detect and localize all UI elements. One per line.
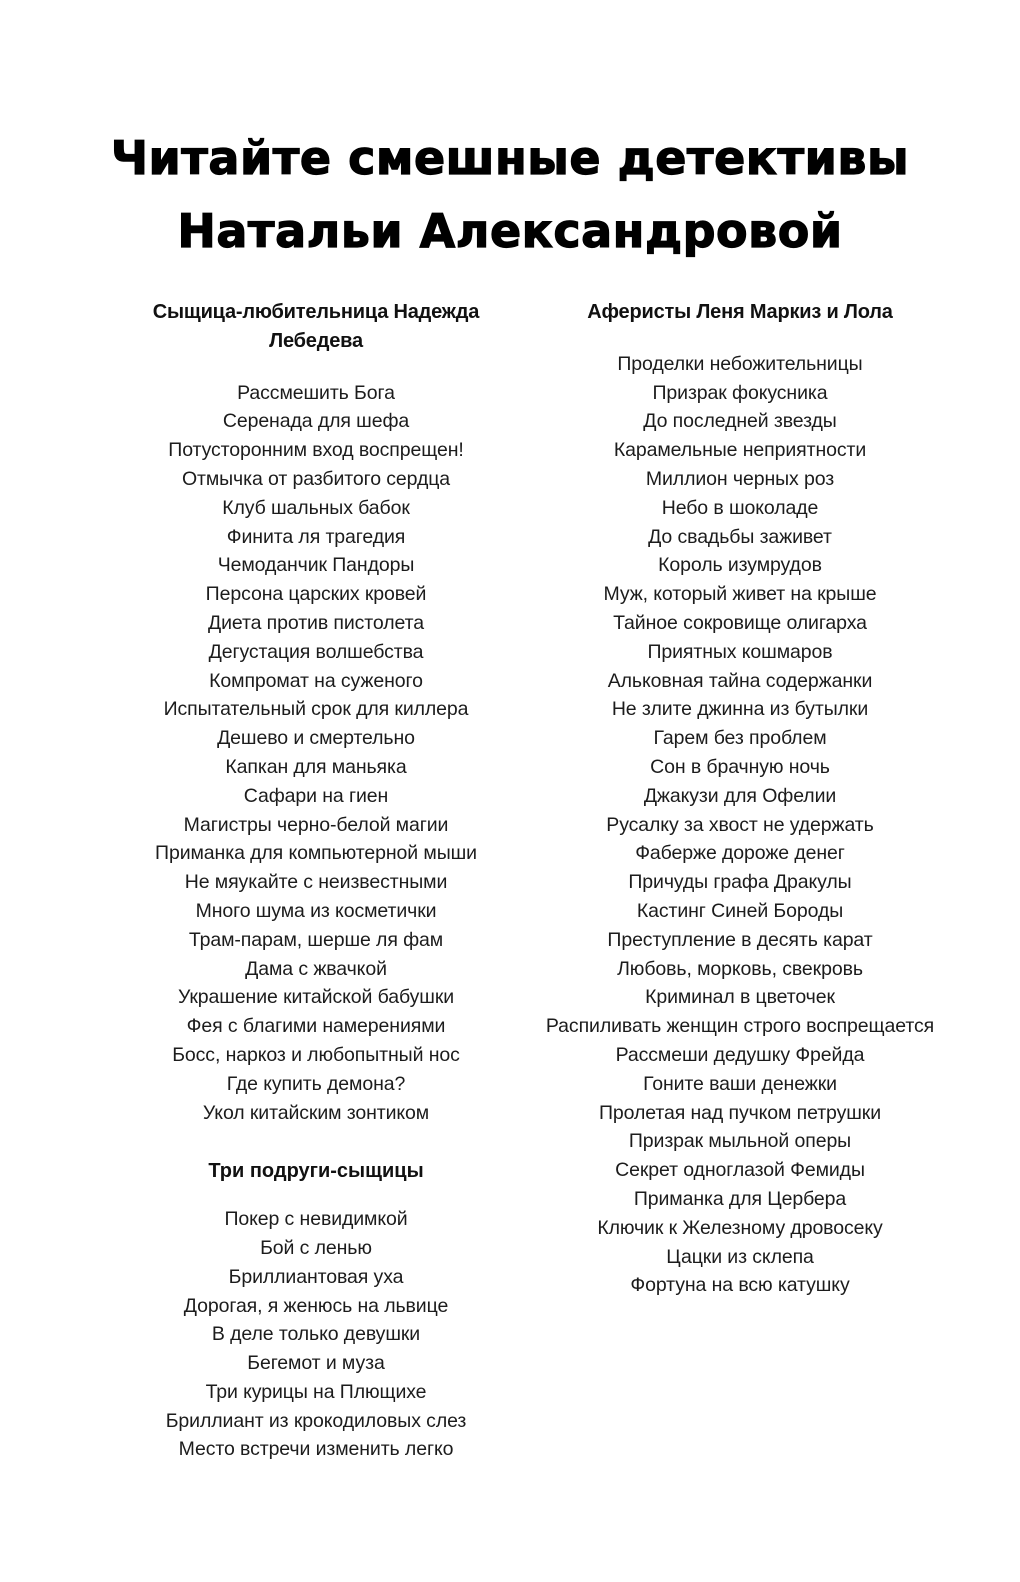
book-title: Рассмешить Бога [237, 381, 395, 404]
book-title: Тайное сокровище олигарха [613, 611, 867, 634]
book-title: Не мяукайте с неизвестными [184, 871, 448, 894]
book-title: Серенада для шефа [222, 410, 410, 433]
book-title: Трам-парам, шерше ля фам [188, 928, 444, 951]
book-title: Пролетая над пучком петрушки [598, 1101, 882, 1124]
book-title: Русалку за хвост не удержать [606, 813, 874, 836]
column-right [528, 298, 952, 1464]
book-title: Гоните ваши денежки [643, 1072, 837, 1095]
book-title: Не злите джинна из бутылки [611, 698, 869, 721]
series-columns [0, 298, 1020, 1464]
series-header-nadezhda-lebedeva: Сыщица-любительница Надежда Лебедева [152, 301, 480, 352]
book-title: Альковная тайна содержанки [607, 669, 873, 692]
book-list-tri-podrugi [104, 1205, 528, 1464]
book-title: Дама с жвачкой [245, 957, 387, 980]
book-title: Приманка для компьютерной мыши [155, 842, 477, 865]
book-title: Преступление в десять карат [607, 928, 873, 951]
book-title: Отмычка от разбитого сердца [181, 467, 451, 490]
book-title: Сафари на гиен [243, 784, 389, 807]
book-title: Призрак мыльной оперы [628, 1130, 852, 1153]
column-left [104, 298, 528, 1464]
book-title: Цацки из склепа [666, 1245, 814, 1268]
book-title: Секрет одноглазой Фемиды [615, 1159, 865, 1182]
book-title: Миллион черных роз [645, 467, 835, 490]
book-title: До свадьбы заживет [648, 525, 832, 548]
book-title: Испытательный срок для киллера [163, 698, 469, 721]
book-title: В деле только девушки [211, 1323, 421, 1346]
book-title: Клуб шальных бабок [222, 496, 410, 519]
book-title: Укол китайским зонтиком [202, 1101, 430, 1124]
book-title: Ключик к Железному дровосеку [597, 1216, 883, 1239]
book-title: Гарем без проблем [653, 727, 827, 750]
book-title: Бой с ленью [260, 1236, 372, 1259]
book-title: Бегемот и муза [247, 1352, 385, 1375]
page-title-line-1: Читайте смешные детективы [110, 131, 910, 185]
book-title: Рассмеши дедушку Фрейда [615, 1043, 865, 1066]
book-title: Капкан для маньяка [225, 755, 407, 778]
book-title: Диета против пистолета [208, 611, 424, 634]
book-title: Приманка для Цербера [633, 1187, 847, 1210]
series-header-markiz-i-lola: Аферисты Леня Маркиз и Лола [587, 301, 893, 323]
page-title [0, 122, 1020, 268]
book-title: Проделки небожительницы [617, 352, 863, 375]
book-title: Небо в шоколаде [661, 496, 819, 519]
book-title: До последней звезды [643, 410, 837, 433]
book-title: Любовь, морковь, свекровь [617, 957, 863, 980]
book-title: Сон в брачную ночь [650, 755, 830, 778]
book-title: Призрак фокусника [652, 381, 828, 404]
book-title: Криминал в цветочек [645, 986, 835, 1009]
book-title: Дегустация волшебства [208, 640, 424, 663]
book-title: Магистры черно-белой магии [183, 813, 449, 836]
book-title: Потусторонним вход воспрещен! [168, 439, 464, 462]
book-title: Джакузи для Офелии [643, 784, 837, 807]
book-title: Финита ля трагедия [226, 525, 406, 548]
book-title: Босс, наркоз и любопытный нос [172, 1043, 460, 1066]
book-title: Распиливать женщин строго воспрещается [545, 1015, 935, 1038]
book-title: Приятных кошмаров [647, 640, 833, 663]
book-list-markiz-i-lola [528, 350, 952, 1300]
book-title: Муж, который живет на крыше [603, 583, 877, 606]
book-title: Бриллиантовая уха [228, 1265, 404, 1288]
book-title: Фаберже дороже денег [635, 842, 845, 865]
book-title: Персона царских кровей [205, 583, 427, 606]
page-title-line-2: Натальи Александровой [177, 204, 843, 258]
book-title: Дорогая, я женюсь на львице [183, 1294, 449, 1317]
book-title: Кастинг Синей Бороды [636, 899, 844, 922]
book-title: Причуды графа Дракулы [628, 871, 852, 894]
book-title: Покер с невидимкой [224, 1208, 408, 1231]
book-title: Фея с благими намерениями [186, 1015, 446, 1038]
book-title: Чемоданчик Пандоры [217, 554, 415, 577]
book-title: Король изумрудов [658, 554, 822, 577]
series-subheader-tri-podrugi: Три подруги-сыщицы [208, 1160, 424, 1183]
book-title: Компромат на суженого [209, 669, 423, 692]
book-title: Место встречи изменить легко [178, 1438, 454, 1461]
book-title: Бриллиант из крокодиловых слез [165, 1409, 467, 1432]
book-title: Где купить демона? [226, 1072, 406, 1095]
book-title: Много шума из косметички [195, 899, 437, 922]
book-title: Карамельные неприятности [613, 439, 867, 462]
book-title: Три курицы на Плющихе [205, 1380, 427, 1403]
book-list-nadezhda-lebedeva [104, 379, 528, 1128]
book-title: Украшение китайской бабушки [177, 986, 455, 1009]
book-title: Дешево и смертельно [217, 727, 415, 750]
book-title: Фортуна на всю катушку [630, 1274, 850, 1297]
